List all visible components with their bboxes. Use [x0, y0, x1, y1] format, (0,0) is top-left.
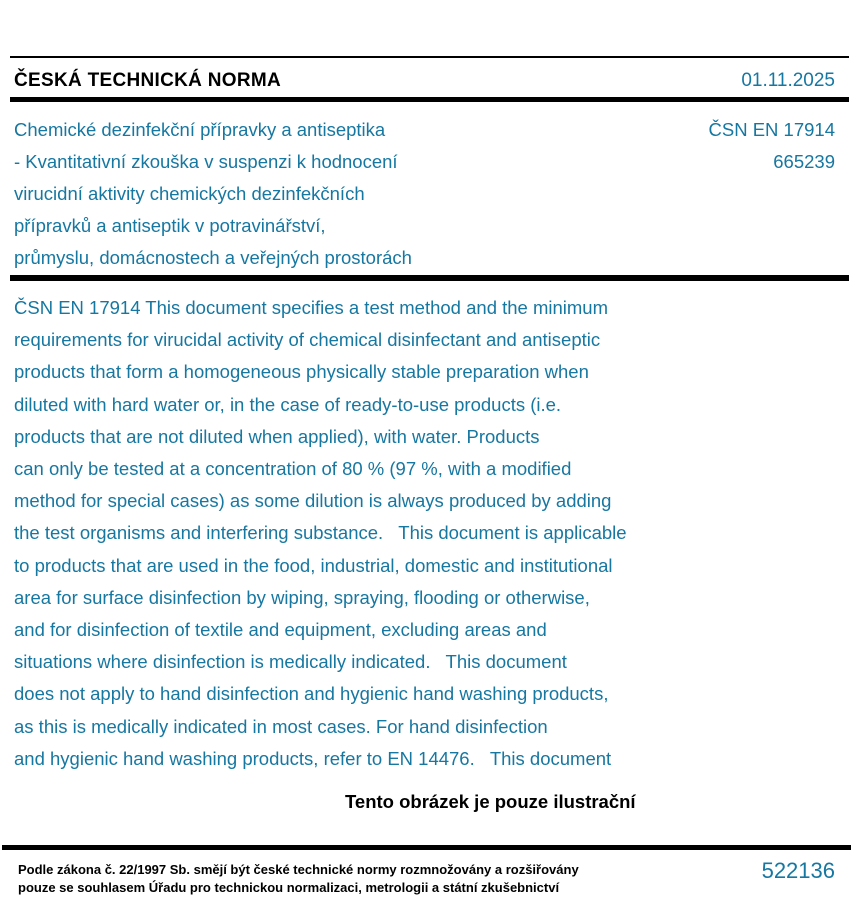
standard-title-line: přípravků a antiseptik v potravinářství, — [14, 215, 326, 236]
page-title: ČESKÁ TECHNICKÁ NORMA — [14, 70, 282, 91]
footer-legal-line: pouze se souhlasem Úřadu pro technickou normalizaci, metrologii a státní zkušebnictví — [18, 879, 560, 895]
abstract-line: and hygienic hand washing products, refer to EN 14476. This document — [14, 747, 612, 769]
header-rule — [10, 97, 849, 102]
abstract-line: diluted with hard water or, in the case of ready-to-use products (i.e. — [14, 393, 562, 415]
abstract-line: ČSN EN 17914 This document specifies a test method and the minimum — [14, 297, 609, 318]
standard-title-line: - Kvantitativní zkouška v suspenzi k hodnocení — [14, 151, 398, 172]
standard-title-line: Chemické dezinfekční přípravky a antiseptika — [14, 119, 386, 140]
footer-rule — [2, 845, 851, 850]
standard-number: ČSN EN 17914 — [708, 119, 835, 140]
abstract-text — [14, 292, 845, 775]
top-rule — [10, 56, 849, 58]
abstract-line: products that form a homogeneous physically stable preparation when — [14, 361, 589, 383]
abstract-line: can only be tested at a concentration of 80 % (97 %, with a modified — [14, 458, 572, 480]
title-block — [14, 114, 835, 274]
abstract-line: requirements for virucidal activity of chemical disinfectant and antiseptic — [14, 329, 601, 351]
illustration-note: Tento obrázek je pouze ilustrační — [345, 791, 636, 812]
page-header — [14, 70, 835, 92]
standard-title-line: průmyslu, domácnostech a veřejných prostorách — [14, 247, 412, 268]
footer-legal-line: Podle zákona č. 22/1997 Sb. smějí být české technické normy rozmnožovány a rozšiřovány — [18, 862, 579, 877]
abstract-line: does not apply to hand disinfection and hygienic hand washing products, — [14, 683, 609, 705]
abstract-line: products that are not diluted when applied), with water. Products — [14, 425, 540, 447]
footer-code: 522136 — [761, 858, 835, 883]
footer-legal-text — [18, 861, 579, 896]
abstract-line: and for disinfection of textile and equipment, excluding areas and — [14, 619, 547, 641]
abstract-line: situations where disinfection is medically indicated. This document — [14, 651, 567, 673]
standard-title — [14, 114, 412, 274]
abstract-line: to products that are used in the food, industrial, domestic and institutional — [14, 554, 613, 576]
abstract-line: method for special cases) as some dilution is always produced by adding — [14, 490, 612, 512]
abstract-line: as this is medically indicated in most cases. For hand disinfection — [14, 715, 548, 737]
issue-date: 01.11.2025 — [741, 70, 835, 91]
standard-title-line: virucidní aktivity chemických dezinfekčních — [14, 183, 365, 204]
standard-reference — [709, 114, 835, 274]
abstract-line: the test organisms and interfering substance. This document is applicable — [14, 522, 627, 544]
title-rule — [10, 275, 849, 281]
abstract-line: area for surface disinfection by wiping, spraying, flooding or otherwise, — [14, 586, 590, 608]
catalog-number: 665239 — [773, 151, 835, 172]
